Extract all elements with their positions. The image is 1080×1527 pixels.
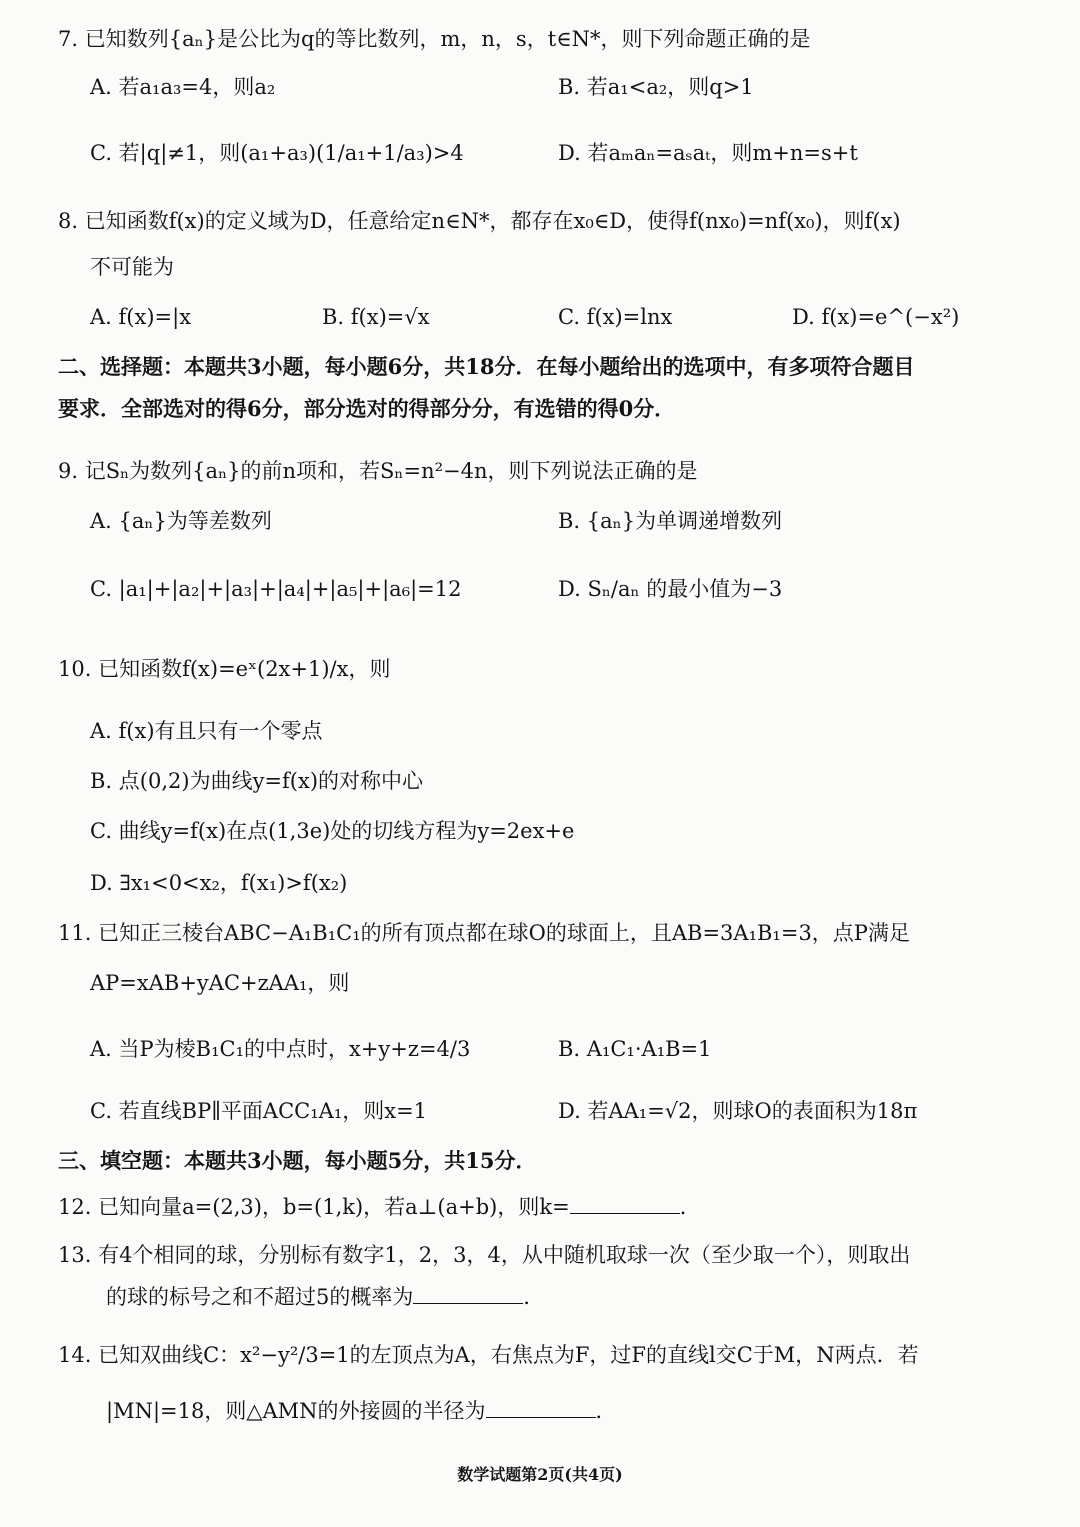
q11-stem-continued: AP=xAB+yAC+zAA₁，则 (90, 971, 350, 995)
q13-answer-blank[interactable] (413, 1283, 523, 1304)
q14-stem: 14. 已知双曲线C：x²−y²/3=1的左顶点为A，右焦点为F，过F的直线l交C于M，N两点．若 (58, 1343, 919, 1367)
q14-end: ． (595, 1399, 617, 1423)
q7-option-a: A. 若a₁a₃=4，则a₂ (90, 75, 276, 99)
q8-stem-continued: 不可能为 (90, 255, 174, 279)
q13-stem-continued (106, 1282, 544, 1312)
q9-option-d: D. Sₙ/aₙ 的最小值为−3 (558, 577, 783, 601)
q11-stem: 11. 已知正三棱台ABC−A₁B₁C₁的所有顶点都在球O的球面上，且AB=3A₁B₁=3，点P满足 (58, 921, 910, 945)
q13-stem: 13. 有4个相同的球，分别标有数字1，2，3，4，从中随机取球一次（至少取一个），则取出 (58, 1243, 911, 1267)
q10-option-b: B. 点(0,2)为曲线y=f(x)的对称中心 (90, 769, 424, 793)
page-footer: 数学试题第2页(共4页) (457, 1465, 623, 1484)
q13-stem2-text: 的球的标号之和不超过5的概率为 (106, 1285, 414, 1309)
q11-option-d: D. 若AA₁=√2，则球O的表面积为18π (558, 1099, 918, 1123)
q10-option-c: C. 曲线y=f(x)在点(1,3e)处的切线方程为y=2ex+e (90, 819, 575, 843)
q12-end: ． (679, 1195, 701, 1219)
section2-heading-line1: 二、选择题：本题共3小题，每小题6分，共18分．在每小题给出的选项中，有多项符合题目 (58, 354, 915, 379)
q12-answer-blank[interactable] (570, 1193, 680, 1214)
q9-option-b: B. {aₙ}为单调递增数列 (558, 509, 783, 533)
q8-option-d: D. f(x)=e^(−x²) (792, 305, 960, 329)
q14-stem2-text: |MN|=18，则△AMN的外接圆的半径为 (106, 1399, 486, 1423)
q12-stem (58, 1192, 701, 1222)
section3-heading: 三、填空题：本题共3小题，每小题5分，共15分． (58, 1148, 537, 1173)
q9-option-a: A. {aₙ}为等差数列 (90, 509, 272, 533)
q11-option-a: A. 当P为棱B₁C₁的中点时，x+y+z=4/3 (90, 1037, 471, 1061)
q9-stem: 9. 记Sₙ为数列{aₙ}的前n项和，若Sₙ=n²−4n，则下列说法正确的是 (58, 459, 698, 483)
q7-option-d: D. 若aₘaₙ=aₛaₜ，则m+n=s+t (558, 141, 858, 165)
q7-option-c: C. 若|q|≠1，则(a₁+a₃)(1/a₁+1/a₃)>4 (90, 141, 464, 165)
q7-stem: 7. 已知数列{aₙ}是公比为q的等比数列，m，n，s，t∈N*，则下列命题正确的是 (58, 27, 811, 51)
q10-stem: 10. 已知函数f(x)=eˣ(2x+1)/x，则 (58, 657, 391, 681)
q14-stem-continued (106, 1396, 617, 1426)
section2-heading-line2: 要求．全部选对的得6分，部分选对的得部分分，有选错的得0分． (58, 396, 676, 421)
q11-option-b: B. A₁C₁·A₁B=1 (558, 1037, 712, 1061)
q10-option-d: D. ∃x₁<0<x₂，f(x₁)>f(x₂) (90, 871, 348, 895)
q8-option-a: A. f(x)=|x (90, 305, 192, 329)
q14-answer-blank[interactable] (486, 1397, 596, 1418)
q12-stem-text: 12. 已知向量a=(2,3)，b=(1,k)，若a⊥(a+b)，则k= (58, 1195, 570, 1219)
q7-option-b: B. 若a₁<a₂，则q>1 (558, 75, 754, 99)
q8-option-b: B. f(x)=√x (322, 305, 430, 329)
q13-end: ． (523, 1285, 545, 1309)
q8-option-c: C. f(x)=lnx (558, 305, 673, 329)
q10-option-a: A. f(x)有且只有一个零点 (90, 719, 323, 743)
q8-stem: 8. 已知函数f(x)的定义域为D，任意给定n∈N*，都存在x₀∈D，使得f(nx₀)=nf(x₀)，则f(x) (58, 209, 901, 233)
q11-option-c: C. 若直线BP∥平面ACC₁A₁，则x=1 (90, 1099, 428, 1123)
q9-option-c: C. |a₁|+|a₂|+|a₃|+|a₄|+|a₅|+|a₆|=12 (90, 577, 462, 601)
